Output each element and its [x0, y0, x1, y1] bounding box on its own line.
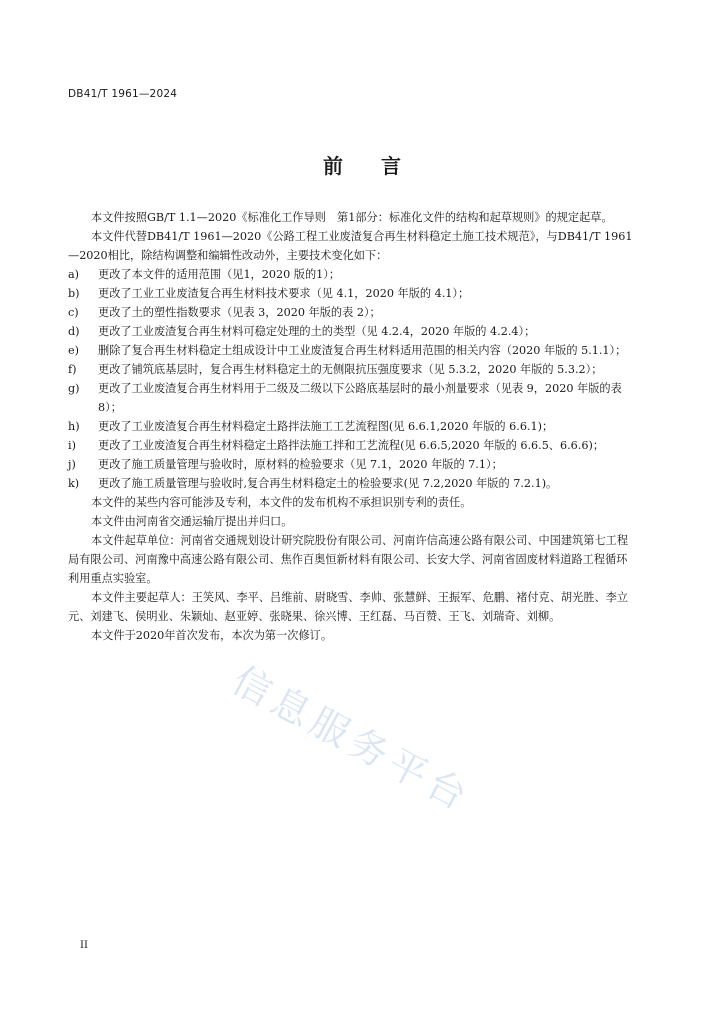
- list-item: [68, 379, 638, 417]
- page-number: II: [80, 940, 88, 951]
- list-item-label: j): [68, 458, 76, 471]
- list-item-label: f): [68, 363, 77, 376]
- paragraph-drafting-rule: 本文件按照GB/T 1.1—2020《标准化工作导则 第1部分：标准化文件的结构和起草规则》的规定起草。: [91, 211, 613, 224]
- list-item: [68, 303, 638, 322]
- list-item-label: k): [68, 477, 80, 490]
- paragraph-replacement: 本文件代替DB41/T 1961—2020《公路工程工业废渣复合再生材料稳定土施工技术规范》，与DB41/T 1961—2020相比，除结构调整和编辑性改动外，主要技术变化如下：: [68, 230, 633, 262]
- list-item: [68, 436, 638, 455]
- list-item: [68, 322, 638, 341]
- list-item-label: d): [68, 325, 80, 338]
- list-item-label: h): [68, 420, 80, 433]
- list-item: [68, 265, 638, 284]
- watermark: 信息服务平台: [225, 657, 479, 821]
- page-title: 前言: [323, 154, 439, 178]
- list-item-text: 更改了本文件的适用范围（见1，2020 版的1）；: [98, 268, 341, 281]
- paragraph-release-history: 本文件于2020年首次发布，本次为第一次修订。: [91, 629, 333, 642]
- paragraph-patent: 本文件的某些内容可能涉及专利，本文件的发布机构不承担识别专利的责任。: [91, 496, 472, 509]
- list-item-text: 更改了工业废渣复合再生材料稳定土路拌法施工工艺流程图(见 6.6.1,2020 年版的 6.6.1)；: [98, 420, 554, 433]
- list-item-text: 更改了工业工业废渣复合再生材料技术要求（见 4.1，2020 年版的 4.1）；: [98, 287, 470, 300]
- list-item: [68, 455, 638, 474]
- list-item-text: 更改了工业废渣复合再生材料用于二级及二级以下公路底基层时的最小剂量要求（见表 9，2020 年版的表 8）；: [98, 382, 622, 414]
- list-item-text: 更改了工业废渣复合再生材料可稳定处理的土的类型（见 4.2.4，2020 年版的 4.2.4）；: [98, 325, 536, 338]
- list-item: [68, 341, 638, 360]
- list-item-label: g): [68, 382, 80, 395]
- changes-list: [68, 265, 638, 493]
- list-item: [68, 417, 638, 436]
- list-item-text: 更改了土的塑性指数要求（见表 3，2020 年版的表 2）；: [98, 306, 381, 319]
- paragraph-drafting-units: 本文件起草单位：河南省交通规划设计研究院股份有限公司、河南许信高速公路有限公司、中国建筑第七工程局有限公司、河南豫中高速公路有限公司、焦作百奥恒新材料有限公司、长安大学、河南省固废材料道路工程循环利用重点实验室。: [68, 534, 629, 585]
- list-item-label: c): [68, 306, 79, 319]
- document-body: [68, 208, 638, 645]
- document-code: DB41/T 1961—2024: [68, 88, 178, 100]
- list-item-text: 更改了施工质量管理与验收时，原材料的检验要求（见 7.1，2020 年版的 7.1）；: [98, 458, 503, 471]
- list-item-label: b): [68, 287, 80, 300]
- list-item: [68, 284, 638, 303]
- list-item-text: 更改了工业废渣复合再生材料稳定土路拌法施工拌和工艺流程(见 6.6.5,2020 年版的 6.6.5、6.6.6)；: [98, 439, 605, 452]
- list-item-label: a): [68, 268, 80, 281]
- list-item: [68, 360, 638, 379]
- list-item-label: i): [68, 439, 76, 452]
- paragraph-proposer: 本文件由河南省交通运输厅提出并归口。: [91, 515, 293, 528]
- list-item-text: 更改了铺筑底基层时，复合再生材料稳定土的无侧限抗压强度要求（见 5.3.2，2020 年版的 5.3.2）；: [98, 363, 603, 376]
- list-item-text: 删除了复合再生材料稳定土组成设计中工业废渣复合再生材料适用范围的相关内容（2020 年版的 5.1.1）；: [98, 344, 627, 357]
- list-item: [68, 474, 638, 493]
- paragraph-drafters: 本文件主要起草人：王笑风、李平、吕维前、尉晓雪、李帅、张慧鲜、王振军、危鹏、褚付克、胡光胜、李立元、刘建飞、侯明业、朱颖灿、赵亚婷、张晓果、徐兴博、王红磊、马百赞、王飞、刘瑞奇、刘柳。: [68, 591, 629, 623]
- list-item-label: e): [68, 344, 79, 357]
- list-item-text: 更改了施工质量管理与验收时,复合再生材料稳定土的检验要求(见 7.2,2020 年版的 7.2.1)。: [98, 477, 558, 490]
